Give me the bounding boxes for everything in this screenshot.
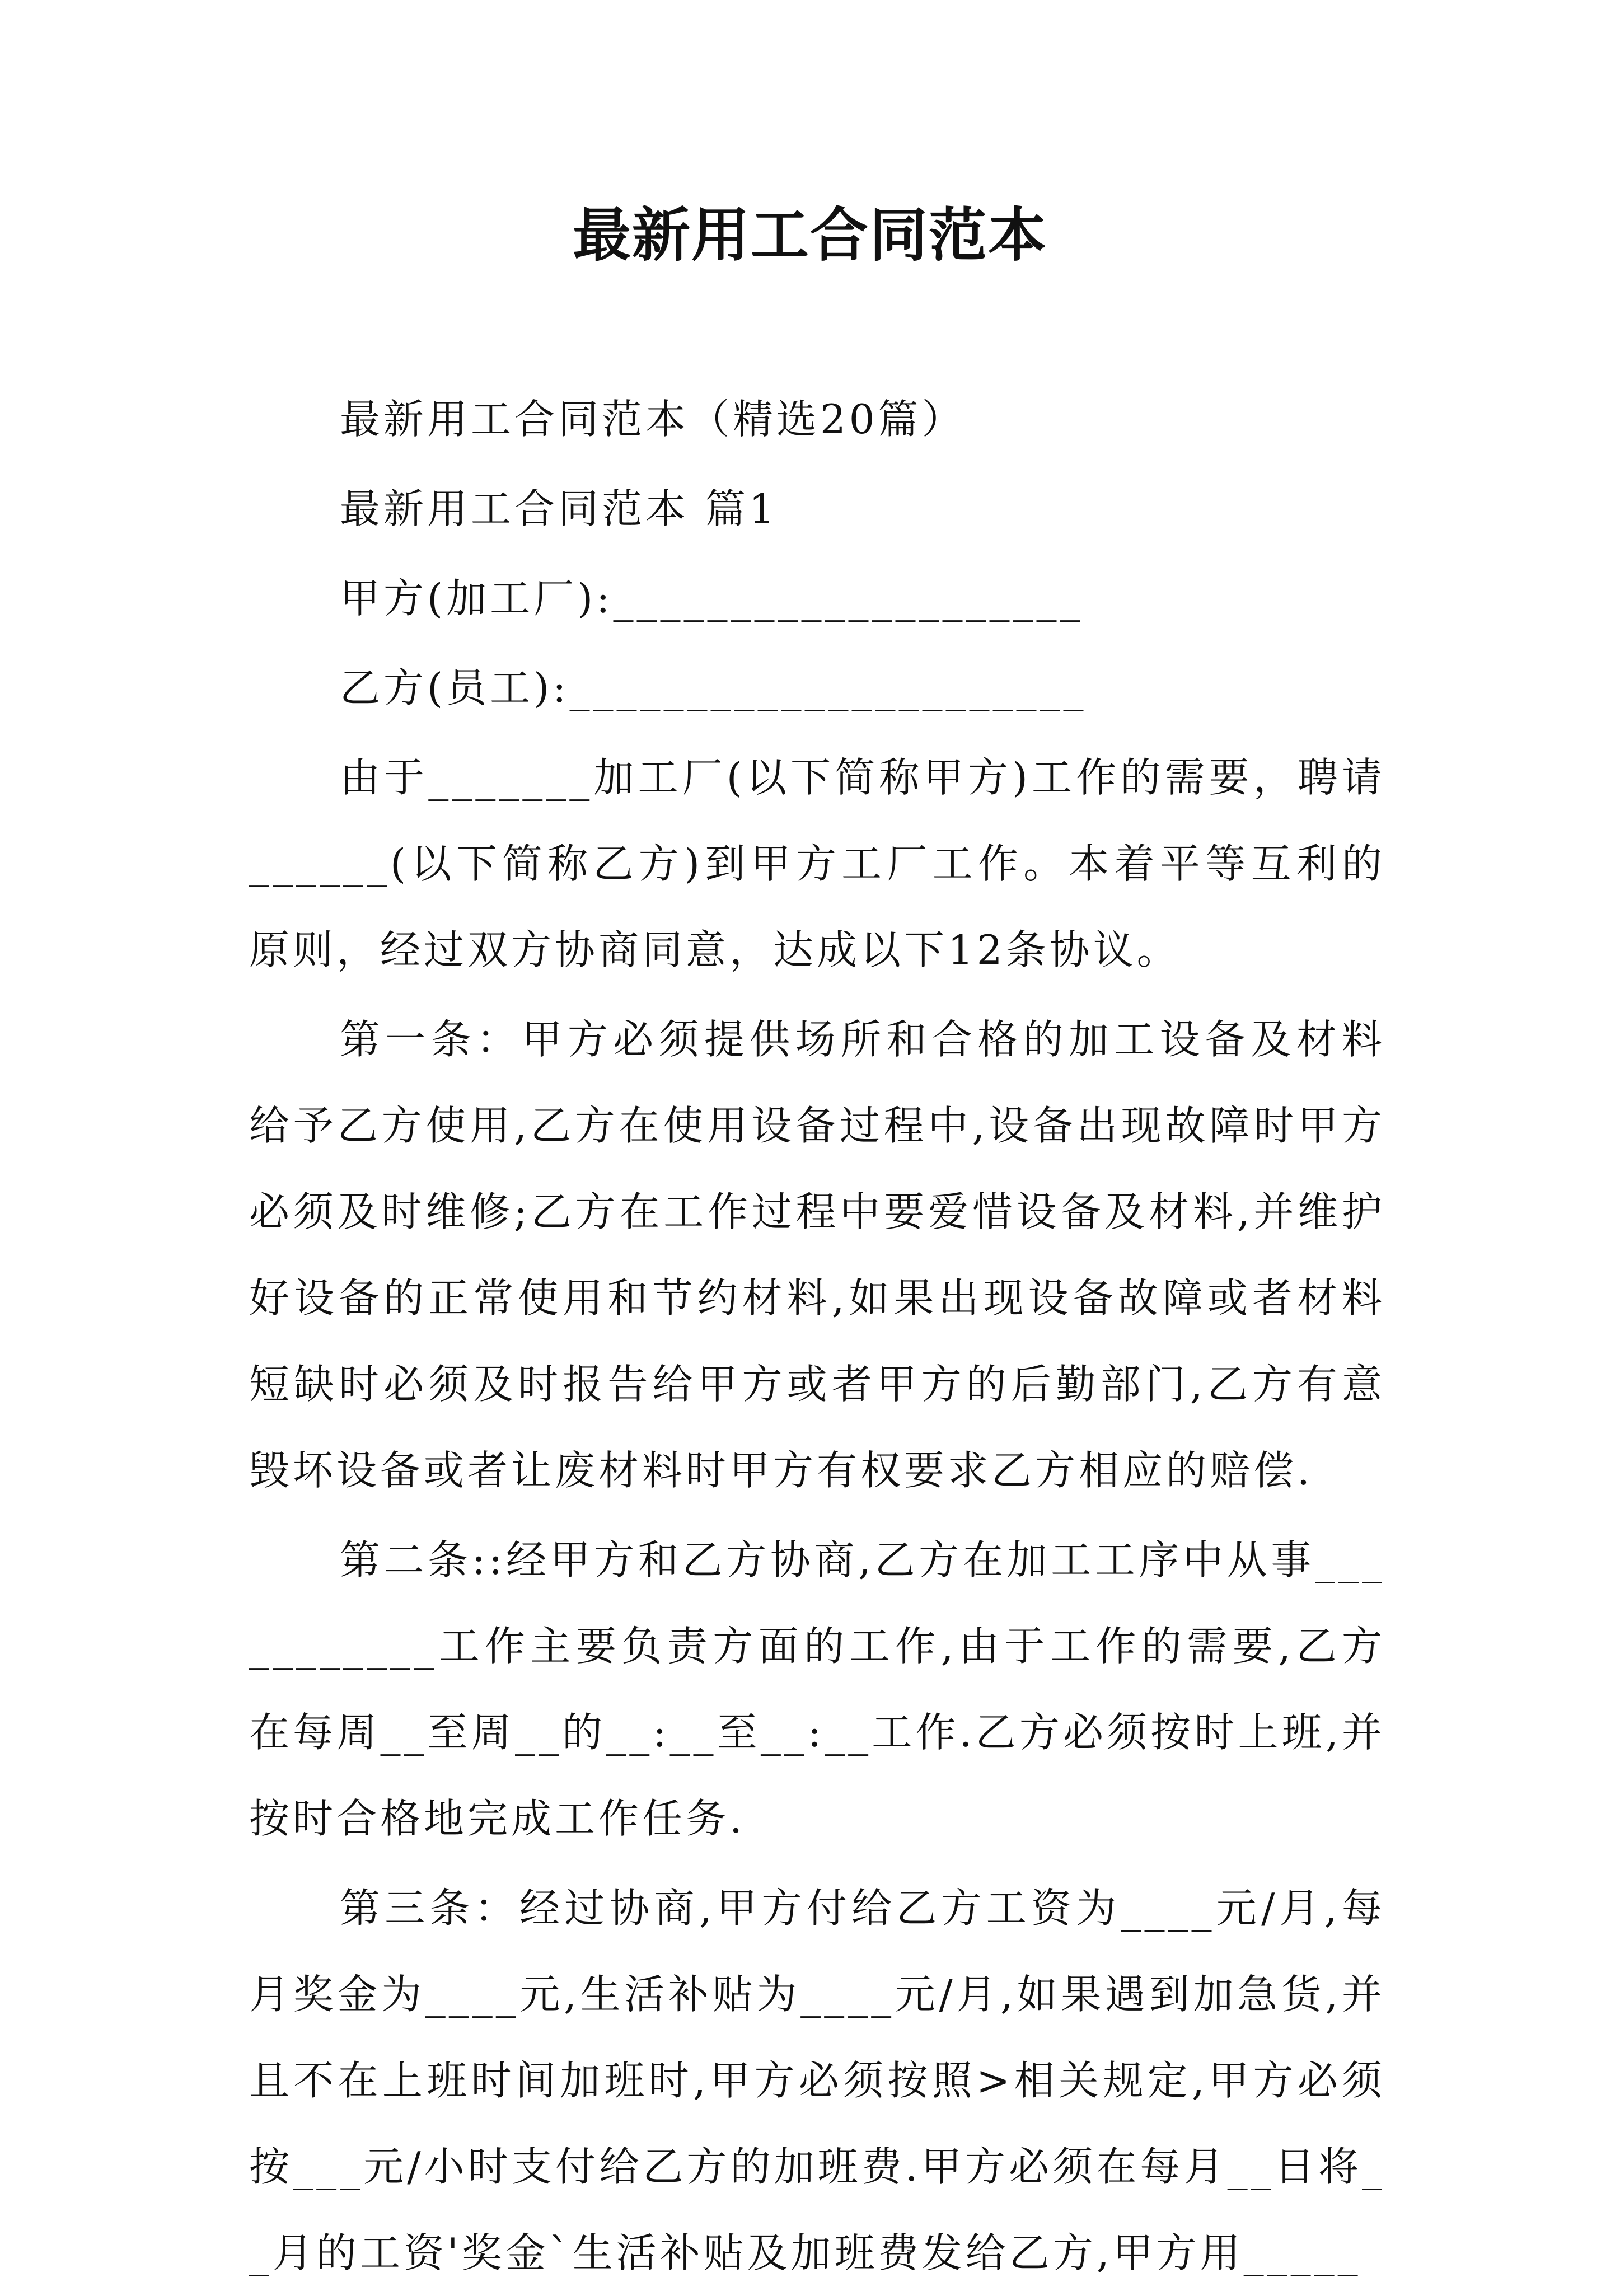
paragraph-party-b: 乙方(员工):______________________ <box>340 664 1087 711</box>
document-body <box>249 376 1385 2296</box>
paragraph-article-2: 第二条::经甲方和乙方协商,乙方在加工工序中从事___________工作主要负责方面的工作,由于工作的需要,乙方在每周__至周__的__:__至__:__工作.乙方必须按时上班,并按时合格地完成工作任务. <box>249 1536 1385 1842</box>
paragraph-party-a: 甲方(加工厂):____________________ <box>340 575 1084 622</box>
document-title: 最新用工合同范本 <box>572 200 1047 269</box>
paragraph-subtitle: 最新用工合同范本（精选20篇） <box>340 396 966 443</box>
paragraph-preamble: 由于_______加工厂(以下简称甲方)工作的需要，聘请______(以下简称乙方)到甲方工厂工作。本着平等互利的原则，经过双方协商同意，达成以下12条协议。 <box>249 754 1385 973</box>
paragraph-article-1: 第一条：甲方必须提供场所和合格的加工设备及材料给予乙方使用,乙方在使用设备过程中,设备出现故障时甲方必须及时维修;乙方在工作过程中要爱惜设备及材料,并维护好设备的正常使用和节约材料,如果出现设备故障或者材料短缺时必须及时报告给甲方或者甲方的后勤部门,乙方有意毁坏设备或者让废材料时甲方有权要求乙方相应的赔偿. <box>249 1016 1385 1494</box>
paragraph-article-3: 第三条：经过协商,甲方付给乙方工资为____元/月,每月奖金为____元,生活补贴为____元/月,如果遇到加急货,并且不在上班时间加班时,甲方必须按照>相关规定,甲方必须按___元/小时支付给乙方的加班费.甲方必须在每月__日将__月的工资'奖金`生活补贴及加班费发给乙方,甲方用_____ <box>249 1885 1385 2276</box>
paragraph-section-heading: 最新用工合同范本 篇1 <box>340 485 778 532</box>
